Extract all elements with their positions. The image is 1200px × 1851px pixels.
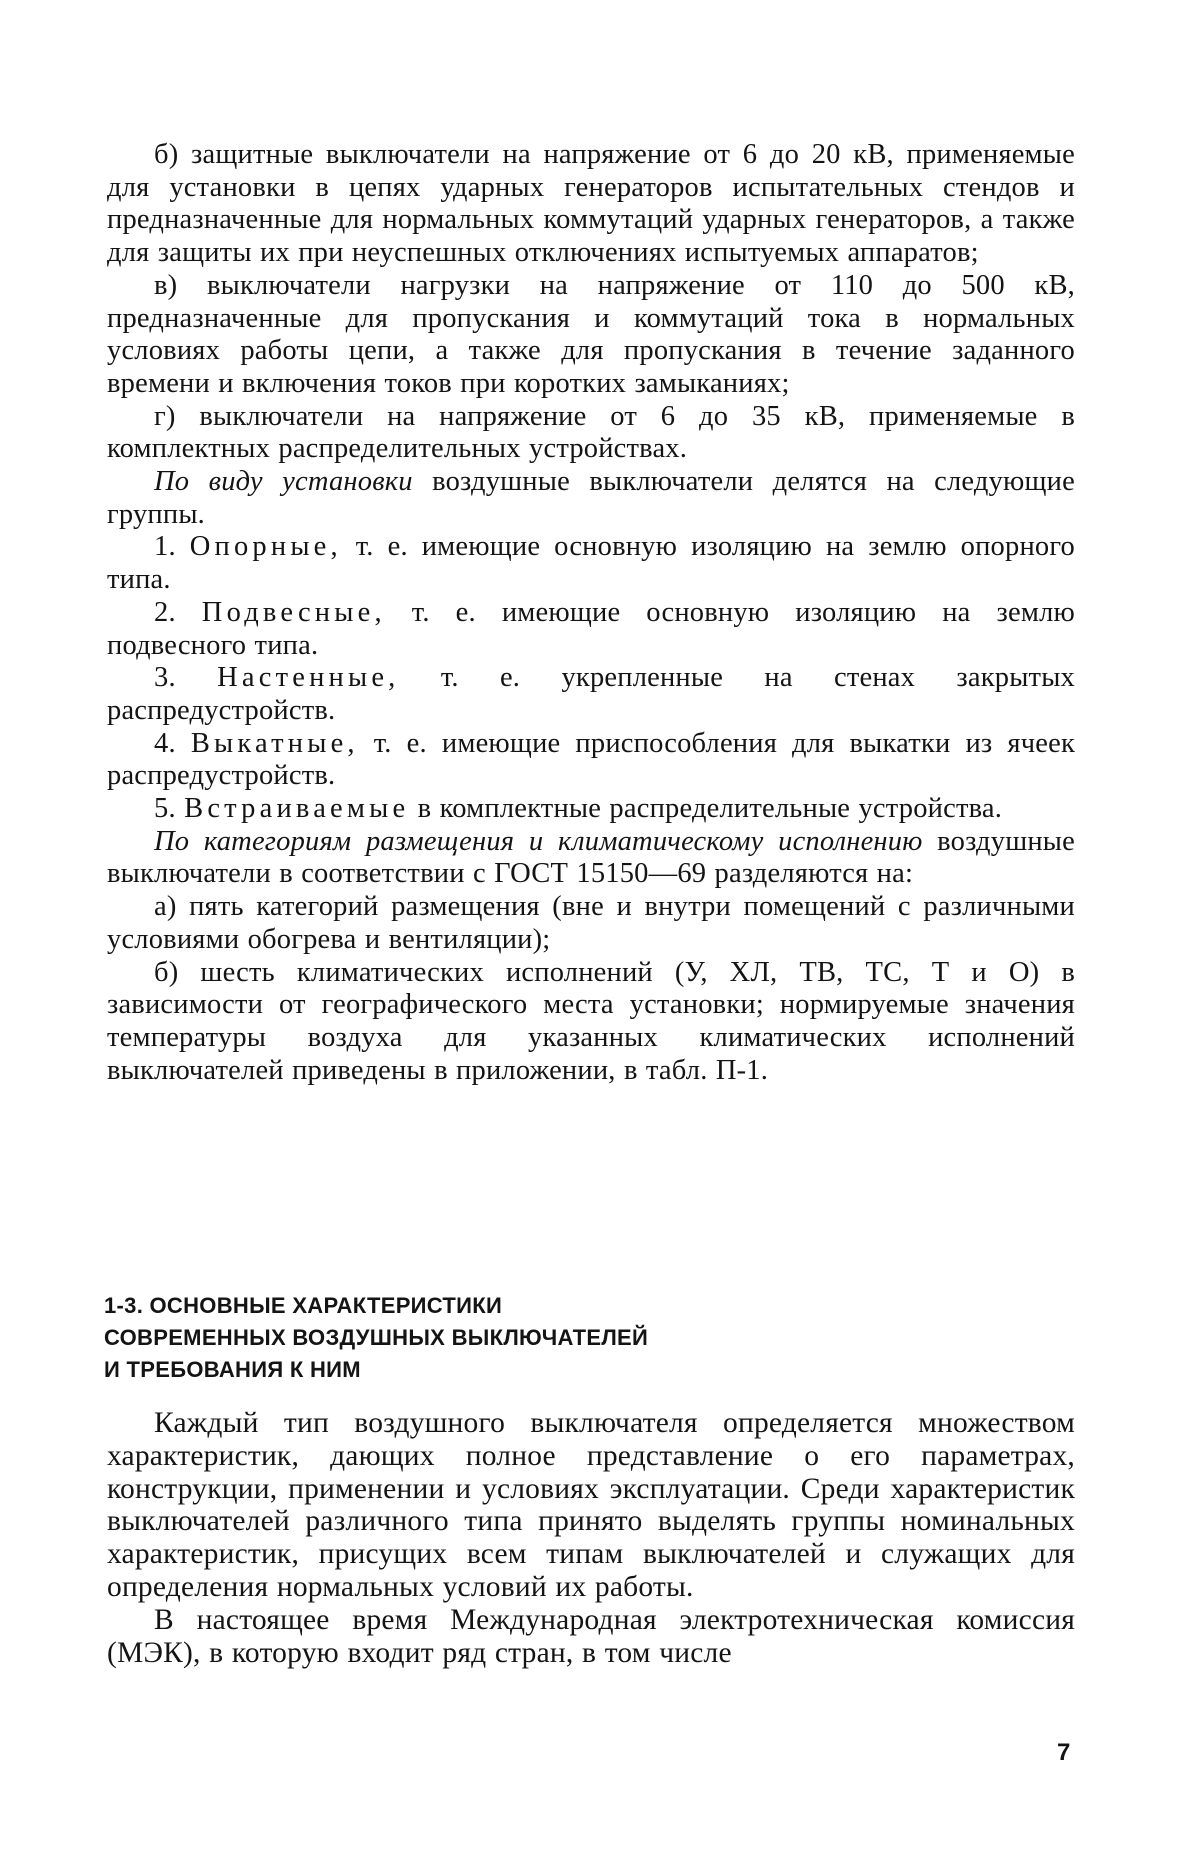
spaced-term: Опорные, bbox=[190, 531, 342, 562]
section-heading bbox=[104, 1290, 824, 1386]
heading-line: СОВРЕМЕННЫХ ВОЗДУШНЫХ ВЫКЛЮЧАТЕЛЕЙ bbox=[104, 1322, 824, 1354]
paragraph-load-breakers: в) выключатели нагрузки на напряжение от 110 до 500 кВ, предназначенные для пропускания и коммутаций тока в нор­мальных условиях работы цепи, а также для пропускания в те­чение заданного времени и включения токов при коротких за­мыканиях; bbox=[107, 270, 1075, 401]
spaced-term: Подвесные, bbox=[202, 597, 386, 628]
paragraph-characteristics: Каждый тип воздушного выключателя определяется множе­ством характеристик, дающих полное представление о его па­раметрах, конструкции, применении и условиях эксплуатации. Среди характеристик выключателей различного типа принято выделять группы номинальных характеристик, присущих всем типам выключателей и служащих для определения нормаль­ных условий их работы. bbox=[107, 1407, 1075, 1604]
page-number: 7 bbox=[1057, 1738, 1070, 1768]
paragraph-climatic-versions: б) шесть климатических исполнений (У, ХЛ, ТВ, ТС, Т и О) в зависимости от географического места установки; нор­мируемые значения температуры воздуха для указанных кли­матических исполнений выключателей приведены в приложе­нии, в табл. П-1. bbox=[107, 957, 1075, 1088]
list-item-withdrawable: 4. Выкатные, т. е. имеющие приспособления для вы­катки из ячеек распредустройств. bbox=[107, 728, 1075, 793]
book-page bbox=[0, 0, 1200, 1851]
paragraph-installation-types: По виду установки воздушные выключатели делятся на сле­дующие группы. bbox=[107, 466, 1075, 531]
paragraph-iec: В настоящее время Международная электротехническая комиссия (МЭК), в которую входит ряд стран, в том числе bbox=[107, 1604, 1075, 1670]
spaced-term: Выкатные, bbox=[191, 728, 359, 759]
body-text-bottom bbox=[107, 1407, 1075, 1669]
paragraph-protective-breakers: б) защитные выключатели на напряжение от 6 до 20 кВ, применяемые для установки в цепях ударных генераторов испытательных стендов и предназначенные для нормальных коммутаций ударных генераторов, а также для защиты их при неуспешных отключениях испытуемых аппаратов; bbox=[107, 139, 1075, 270]
paragraph-placement-categories: а) пять категорий размещения (вне и внутри помещений с различными условиями обогрева и вентиляции); bbox=[107, 891, 1075, 956]
spaced-term: Встраиваемые bbox=[184, 793, 409, 824]
list-item-support: 1. Опорные, т. е. имеющие основную изоляцию на землю опорного типа. bbox=[107, 531, 1075, 596]
paragraph-switchgear-breakers: г) выключатели на напряжение от 6 до 35 кВ, применяемые в комплектных распределительных устройствах. bbox=[107, 401, 1075, 466]
body-text-top bbox=[107, 139, 1075, 1087]
list-item-wall: 3. Настенные, т. е. укрепленные на стенах закрытых распредустройств. bbox=[107, 662, 1075, 727]
heading-line: И ТРЕБОВАНИЯ К НИМ bbox=[104, 1354, 824, 1386]
spaced-term: Настенные, bbox=[217, 662, 399, 693]
list-item-suspended: 2. Подвесные, т. е. имеющие основную изоляцию на землю подвесного типа. bbox=[107, 597, 1075, 662]
italic-term: По виду установки bbox=[154, 466, 413, 497]
paragraph-climatic-categories: По категориям размещения и климатическому исполнению воздушные выключатели в соответствии с ГОСТ 15150—69 разделяются на: bbox=[107, 826, 1075, 891]
italic-term: По категориям размещения и климатическому исполнению bbox=[154, 826, 923, 857]
heading-line: 1-3. ОСНОВНЫЕ ХАРАКТЕРИСТИКИ bbox=[104, 1290, 824, 1322]
list-item-built-in: 5. Встраиваемые в комплектные распределительные устройства. bbox=[107, 793, 1075, 826]
